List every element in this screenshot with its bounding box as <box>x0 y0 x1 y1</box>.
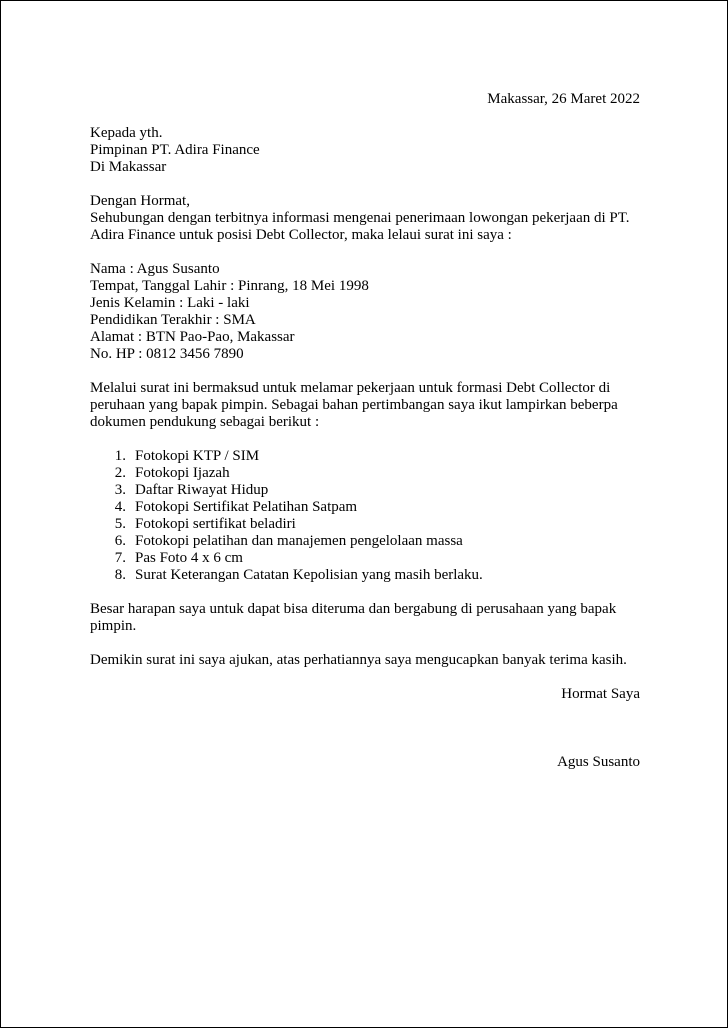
list-item <box>90 465 640 482</box>
list-item <box>90 499 640 516</box>
list-number: 8. <box>114 567 126 583</box>
applicant-education: Pendidikan Terakhir : SMA <box>90 312 256 328</box>
attachment-list <box>90 448 640 584</box>
list-item <box>90 533 640 550</box>
applicant-details <box>90 261 640 363</box>
list-text: Daftar Riwayat Hidup <box>135 482 269 498</box>
list-number: 1. <box>114 448 126 464</box>
list-text: Fotokopi Ijazah <box>135 465 230 481</box>
intro-line: Sehubungan dengan terbitnya informasi mengenai penerimaan lowongan pekerjaan di PT. <box>90 210 630 226</box>
list-text: Fotokopi sertifikat beladiri <box>135 516 296 532</box>
recipient-line: Di Makassar <box>90 159 167 175</box>
recipient-line: Kepada yth. <box>90 125 163 141</box>
recipient-block <box>90 125 640 176</box>
list-text: Surat Keterangan Catatan Kepolisian yang masih berlaku. <box>135 567 483 583</box>
list-text: Fotokopi Sertifikat Pelatihan Satpam <box>135 499 358 515</box>
list-number: 7. <box>114 550 126 566</box>
purpose-line: dokumen pendukung sebagai berikut : <box>90 414 320 430</box>
place-date: Makassar, 26 Maret 2022 <box>487 91 640 107</box>
closing-paragraph: Demikin surat ini saya ajukan, atas perhatiannya saya mengucapkan banyak terima kasih. <box>90 652 627 668</box>
applicant-gender: Jenis Kelamin : Laki - laki <box>90 295 250 311</box>
sign-off: Hormat Saya <box>561 686 640 702</box>
list-item <box>90 448 640 465</box>
list-text: Fotokopi pelatihan dan manajemen pengelolaan massa <box>135 533 463 549</box>
purpose-line: Melalui surat ini bermaksud untuk melamar pekerjaan untuk formasi Debt Collector di <box>90 380 611 396</box>
list-text: Fotokopi KTP / SIM <box>135 448 260 464</box>
applicant-phone: No. HP : 0812 3456 7890 <box>90 346 244 362</box>
signatory-name: Agus Susanto <box>557 754 640 770</box>
list-item <box>90 482 640 499</box>
list-item <box>90 550 640 567</box>
applicant-name: Nama : Agus Susanto <box>90 261 220 277</box>
list-number: 5. <box>114 516 126 532</box>
intro-line: Adira Finance untuk posisi Debt Collector, maka lelaui surat ini saya : <box>90 227 512 243</box>
purpose-paragraph <box>90 380 640 431</box>
list-number: 3. <box>114 482 126 498</box>
greeting: Dengan Hormat, <box>90 193 190 209</box>
applicant-birth: Tempat, Tanggal Lahir : Pinrang, 18 Mei 1998 <box>90 278 369 294</box>
list-item <box>90 567 640 584</box>
intro-paragraph <box>90 210 640 244</box>
list-item <box>90 516 640 533</box>
list-number: 4. <box>114 499 126 515</box>
list-number: 6. <box>114 533 126 549</box>
list-text: Pas Foto 4 x 6 cm <box>135 550 243 566</box>
hope-line: Besar harapan saya untuk dapat bisa diteruma dan bergabung di perusahaan yang bapak <box>90 601 617 617</box>
recipient-line: Pimpinan PT. Adira Finance <box>90 142 260 158</box>
hope-line: pimpin. <box>90 618 137 634</box>
hope-paragraph <box>90 601 640 635</box>
letter-body <box>90 91 640 771</box>
purpose-line: peruhaan yang bapak pimpin. Sebagai bahan pertimbangan saya ikut lampirkan beberpa <box>90 397 618 413</box>
list-number: 2. <box>114 465 126 481</box>
applicant-address: Alamat : BTN Pao-Pao, Makassar <box>90 329 295 345</box>
